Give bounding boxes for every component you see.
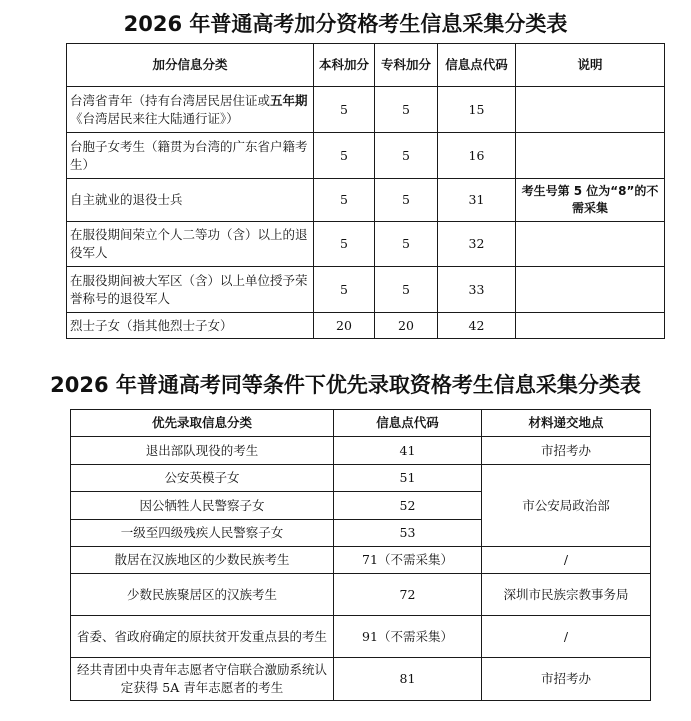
row-undergrad: 5	[314, 222, 375, 267]
row-note: 考生号第 5 位为“8”的不需采集	[516, 179, 665, 222]
priority-admission-table	[70, 409, 651, 701]
table-row	[67, 267, 665, 313]
row-code: 41	[334, 437, 482, 465]
row-vocational: 5	[375, 222, 438, 267]
row-code: 32	[438, 222, 516, 267]
row-vocational: 20	[375, 313, 438, 339]
table1-title: 2026 年普通高考加分资格考生信息采集分类表	[123, 12, 568, 36]
table-row	[67, 179, 665, 222]
table-row	[71, 616, 651, 658]
row-category: 经共青团中央青年志愿者守信联合激励系统认定获得 5A 青年志愿者的考生	[71, 658, 334, 701]
table-row	[71, 437, 651, 465]
header-location: 材料递交地点	[482, 410, 651, 437]
table-header-row	[71, 410, 651, 437]
table-row	[67, 133, 665, 179]
row-vocational: 5	[375, 87, 438, 133]
table-row	[71, 658, 651, 701]
row-vocational: 5	[375, 179, 438, 222]
row-location: /	[482, 547, 651, 574]
table2-title: 2026 年普通高考同等条件下优先录取资格考生信息采集分类表	[50, 373, 641, 397]
row-code: 33	[438, 267, 516, 313]
row-category: 少数民族聚居区的汉族考生	[71, 574, 334, 616]
header-category: 加分信息分类	[67, 44, 314, 87]
table-row	[67, 313, 665, 339]
row-note	[516, 133, 665, 179]
row-category: 公安英模子女	[71, 465, 334, 492]
row-undergrad: 5	[314, 87, 375, 133]
row-vocational: 5	[375, 267, 438, 313]
row-category: 烈士子女（指其他烈士子女）	[67, 313, 314, 339]
header-note: 说明	[516, 44, 665, 87]
row-category: 在服役期间荣立个人二等功（含）以上的退役军人	[67, 222, 314, 267]
row-code: 81	[334, 658, 482, 701]
table-row	[71, 574, 651, 616]
row-category: 台胞子女考生（籍贯为台湾的广东省户籍考生）	[67, 133, 314, 179]
row-code: 71（不需采集）	[334, 547, 482, 574]
row-code: 72	[334, 574, 482, 616]
row-note	[516, 87, 665, 133]
row-note	[516, 267, 665, 313]
row-category: 在服役期间被大军区（含）以上单位授予荣誉称号的退役军人	[67, 267, 314, 313]
table-row	[71, 547, 651, 574]
row-location: 市招考办	[482, 658, 651, 701]
bonus-points-table	[66, 43, 665, 339]
row-category: 因公牺牲人民警察子女	[71, 492, 334, 520]
row-category: 省委、省政府确定的原扶贫开发重点县的考生	[71, 616, 334, 658]
row-code: 91（不需采集）	[334, 616, 482, 658]
row-category: 散居在汉族地区的少数民族考生	[71, 547, 334, 574]
row-vocational: 5	[375, 133, 438, 179]
row-code: 31	[438, 179, 516, 222]
header-vocational: 专科加分	[375, 44, 438, 87]
row-category: 台湾省青年（持有台湾居民居住证或五年期《台湾居民来往大陆通行证》）	[67, 87, 314, 133]
row-code: 53	[334, 520, 482, 547]
row-location: 市公安局政治部	[482, 465, 651, 547]
row-category: 退出部队现役的考生	[71, 437, 334, 465]
row-location: 深圳市民族宗教事务局	[482, 574, 651, 616]
row-category: 一级至四级残疾人民警察子女	[71, 520, 334, 547]
row-location: /	[482, 616, 651, 658]
row-undergrad: 5	[314, 267, 375, 313]
row-code: 51	[334, 465, 482, 492]
row-note	[516, 222, 665, 267]
row-undergrad: 5	[314, 133, 375, 179]
row-code: 42	[438, 313, 516, 339]
row-code: 16	[438, 133, 516, 179]
row-code: 52	[334, 492, 482, 520]
header-undergrad: 本科加分	[314, 44, 375, 87]
row-undergrad: 20	[314, 313, 375, 339]
table-row	[67, 87, 665, 133]
row-undergrad: 5	[314, 179, 375, 222]
header-code: 信息点代码	[438, 44, 516, 87]
table-header-row	[67, 44, 665, 87]
header-code: 信息点代码	[334, 410, 482, 437]
header-category: 优先录取信息分类	[71, 410, 334, 437]
table-row	[71, 465, 651, 492]
row-code: 15	[438, 87, 516, 133]
table-row	[67, 222, 665, 267]
row-category: 自主就业的退役士兵	[67, 179, 314, 222]
row-location: 市招考办	[482, 437, 651, 465]
row-note	[516, 313, 665, 339]
